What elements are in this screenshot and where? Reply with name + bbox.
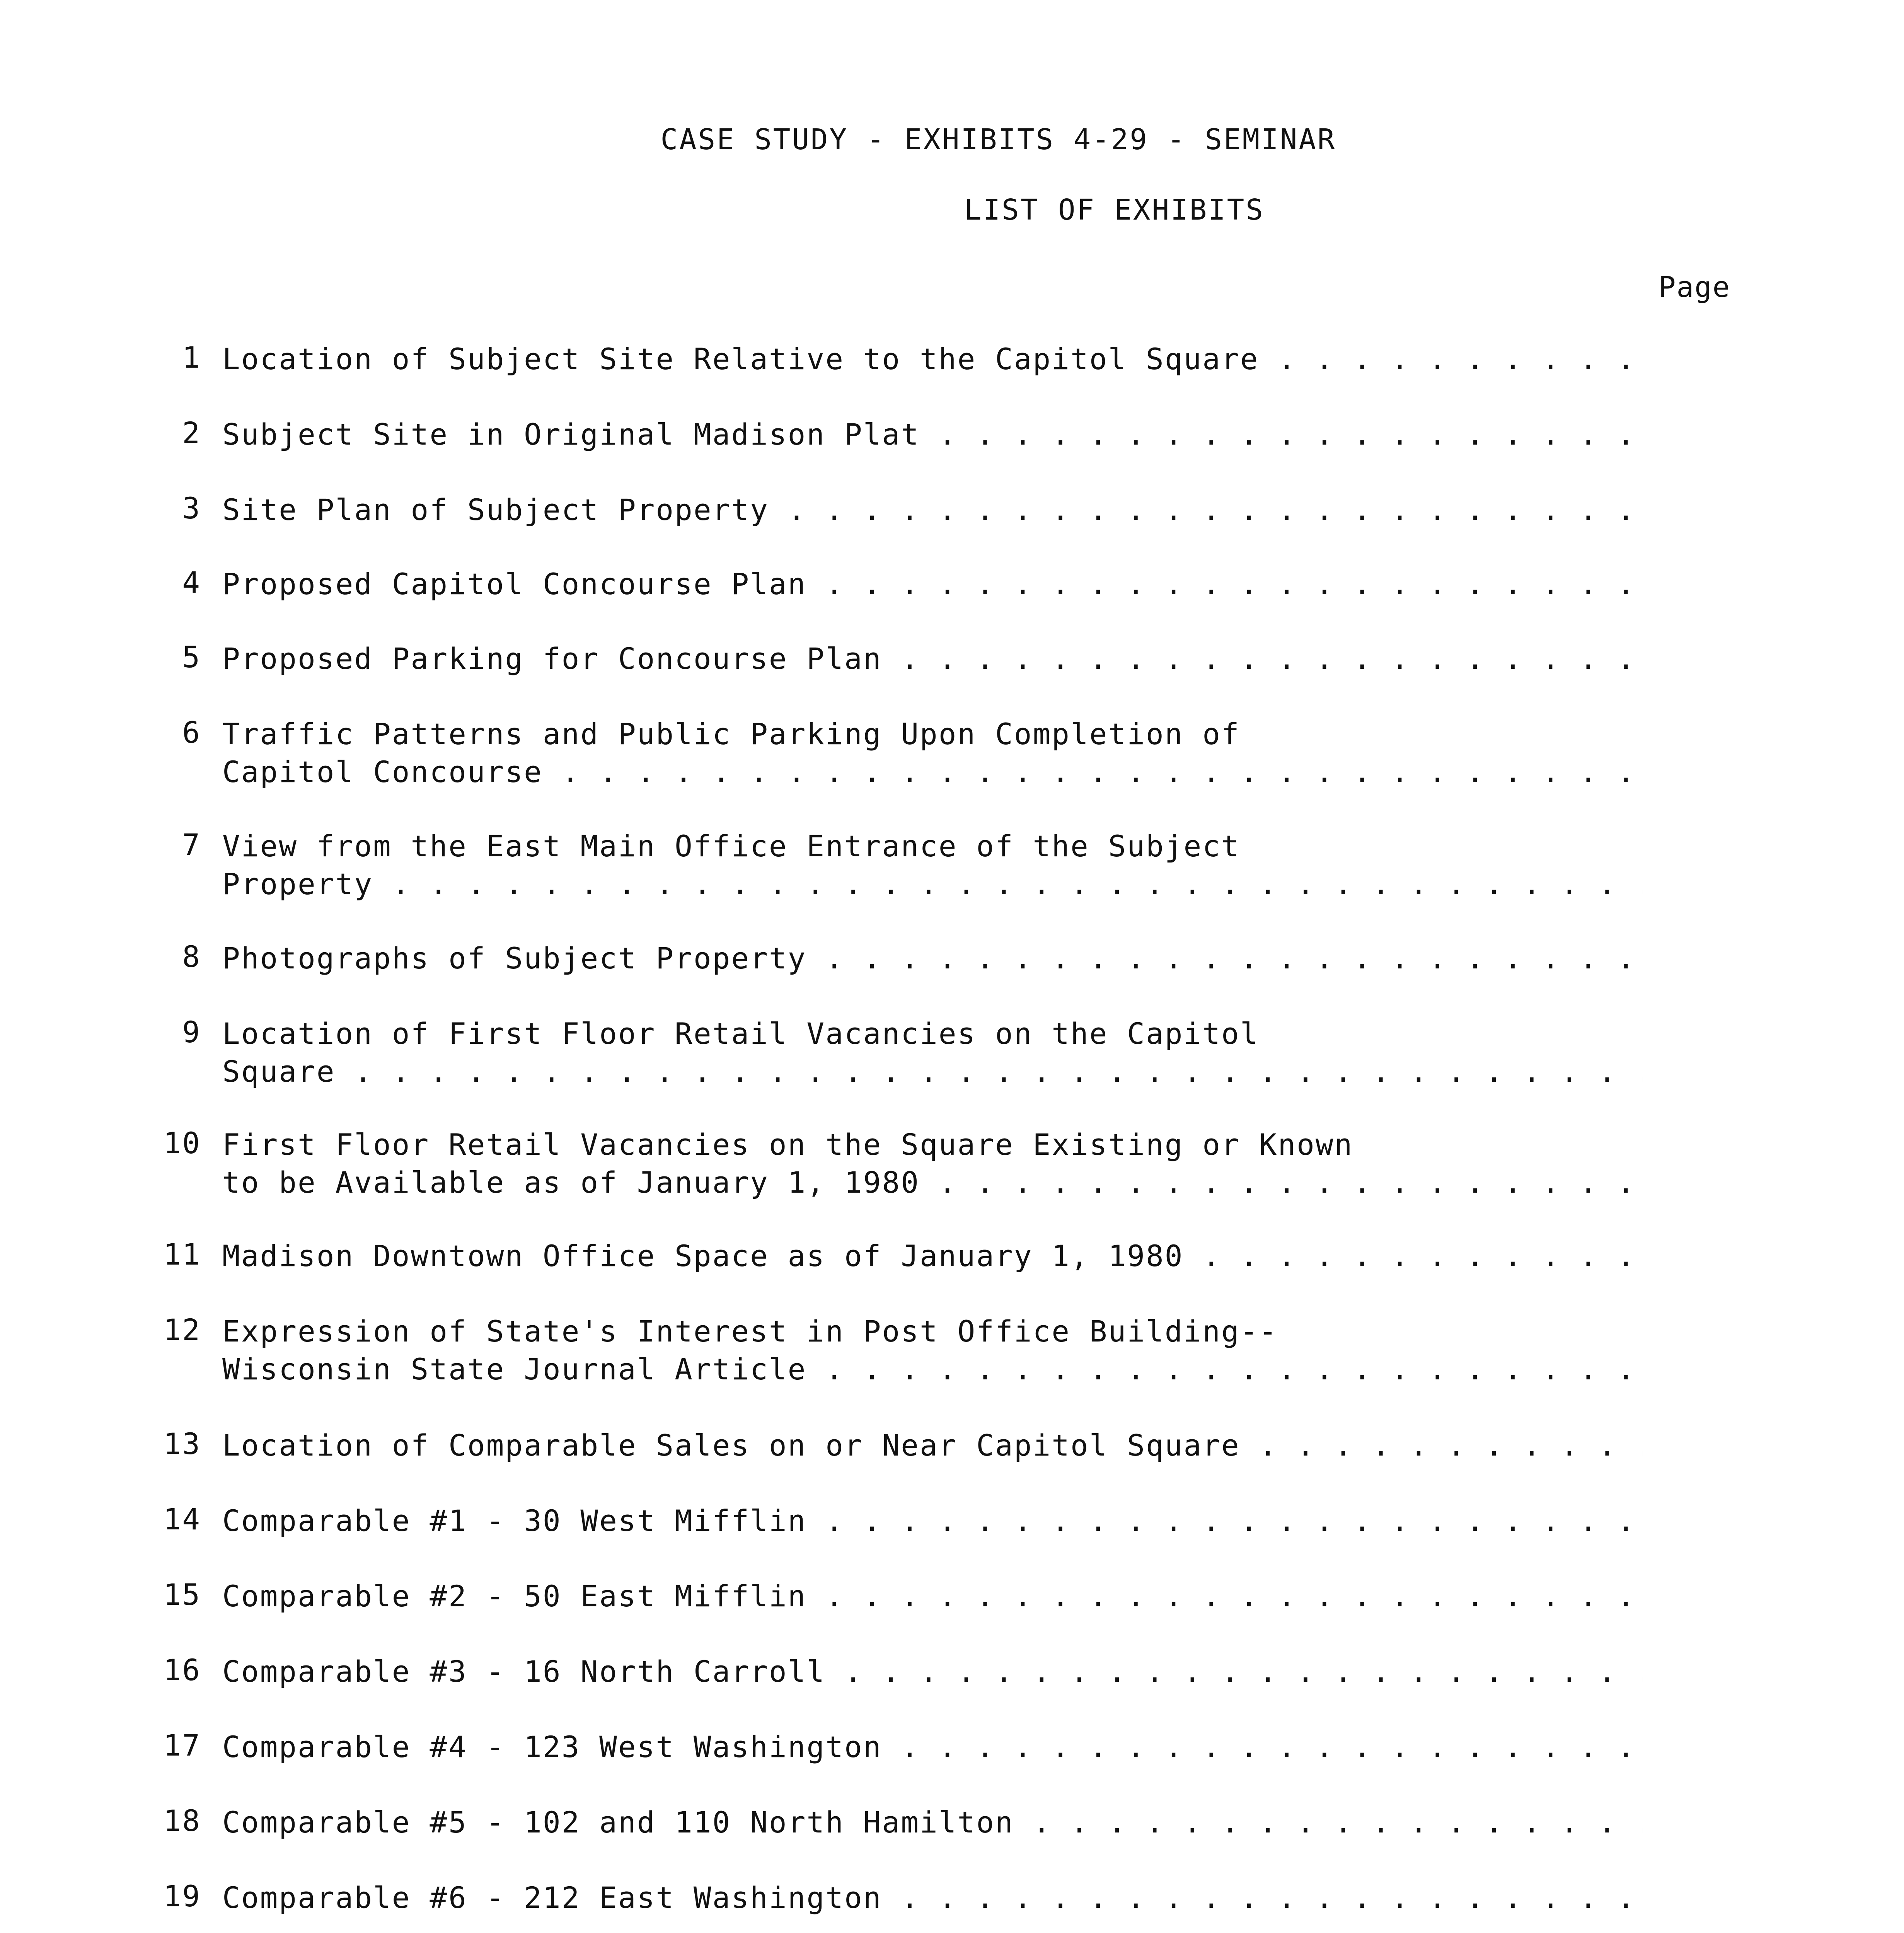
exhibit-number: 16	[163, 1653, 201, 1687]
exhibit-title	[222, 939, 1653, 977]
exhibit-title-line: Expression of State's Interest in Post Office Building--	[222, 1314, 1278, 1348]
exhibit-title-line: First Floor Retail Vacancies on the Square Existing or Known	[222, 1127, 1353, 1162]
exhibit-number: 12	[163, 1313, 201, 1347]
exhibit-title-line: Photographs of Subject Property . . .	[222, 939, 1643, 977]
exhibit-number: 19	[163, 1879, 201, 1913]
exhibit-title	[222, 340, 1653, 378]
exhibit-title	[222, 565, 1653, 603]
exhibit-number: 15	[163, 1577, 201, 1612]
exhibit-title	[222, 491, 1653, 529]
exhibit-title-line: Comparable #2 - 50 East Mifflin . . .	[222, 1577, 1643, 1615]
list-heading: LIST OF EXHIBITS	[964, 193, 1265, 227]
exhibit-number: 14	[163, 1502, 201, 1536]
exhibit-title-line: Subject Site in Original Madison Plat . . .	[222, 416, 1643, 453]
exhibit-title	[222, 1728, 1653, 1766]
exhibit-title	[222, 1126, 1653, 1202]
exhibit-number: 7	[182, 827, 201, 862]
exhibit-title	[222, 640, 1653, 678]
exhibit-number: 11	[163, 1237, 201, 1272]
exhibit-title	[222, 1577, 1653, 1615]
exhibit-title	[222, 1313, 1653, 1388]
exhibit-title-line: Comparable #5 - 102 and 110 North Hamilton . . .	[222, 1803, 1643, 1841]
exhibit-number: 3	[182, 491, 201, 525]
exhibit-title-line: to be Available as of January 1, 1980 . . .	[222, 1164, 1643, 1202]
exhibit-title-line: Square . . .	[222, 1053, 1643, 1091]
exhibit-number: 9	[182, 1015, 201, 1049]
exhibit-title-line: Comparable #1 - 30 West Mifflin . . .	[222, 1502, 1643, 1540]
exhibit-title-line: Wisconsin State Journal Article . . .	[222, 1350, 1643, 1388]
exhibit-title	[222, 1015, 1653, 1091]
exhibit-number: 4	[182, 565, 201, 600]
exhibit-number: 1	[182, 340, 201, 375]
exhibit-title	[222, 1502, 1653, 1540]
exhibit-title	[222, 1653, 1653, 1691]
exhibit-title-line: Property . . .	[222, 865, 1643, 903]
exhibit-number: 13	[163, 1427, 201, 1461]
exhibit-number: 6	[182, 715, 201, 750]
exhibit-number: 18	[163, 1803, 201, 1838]
exhibit-title-line: Traffic Patterns and Public Parking Upon Completion of	[222, 717, 1240, 751]
exhibit-title-line: Comparable #6 - 212 East Washington . . .	[222, 1879, 1643, 1917]
exhibit-title-line: Proposed Capitol Concourse Plan . . .	[222, 565, 1643, 603]
exhibit-title	[222, 1427, 1653, 1464]
exhibit-title-line: Location of First Floor Retail Vacancies on the Capitol	[222, 1016, 1259, 1051]
page-column-label: Page	[1659, 271, 1731, 304]
exhibit-title	[222, 715, 1653, 791]
exhibit-title	[222, 1803, 1653, 1841]
exhibit-number: 8	[182, 939, 201, 974]
exhibit-title-line: Comparable #3 - 16 North Carroll . . .	[222, 1653, 1643, 1691]
exhibit-number: 17	[163, 1728, 201, 1763]
exhibit-title-line: Capitol Concourse . . .	[222, 753, 1643, 791]
exhibit-title	[222, 1879, 1653, 1917]
exhibit-number: 2	[182, 416, 201, 450]
exhibit-title-line: Location of Subject Site Relative to the Capitol Square . . .	[222, 340, 1643, 378]
exhibit-title-line: Comparable #4 - 123 West Washington . . .	[222, 1728, 1643, 1766]
exhibit-number: 5	[182, 640, 201, 674]
exhibit-title	[222, 1237, 1653, 1275]
exhibit-number: 10	[163, 1126, 201, 1160]
exhibit-title	[222, 827, 1653, 903]
exhibit-title-line: Site Plan of Subject Property . . .	[222, 491, 1643, 529]
exhibit-title-line: Proposed Parking for Concourse Plan . . .	[222, 640, 1643, 678]
exhibit-title-line: Madison Downtown Office Space as of January 1, 1980 . . .	[222, 1237, 1643, 1275]
document-title: CASE STUDY - EXHIBITS 4-29 - SEMINAR	[660, 123, 1336, 156]
exhibit-title	[222, 416, 1653, 453]
exhibit-title-line: Location of Comparable Sales on or Near Capitol Square . . .	[222, 1427, 1643, 1464]
exhibit-title-line: View from the East Main Office Entrance of the Subject	[222, 829, 1240, 863]
